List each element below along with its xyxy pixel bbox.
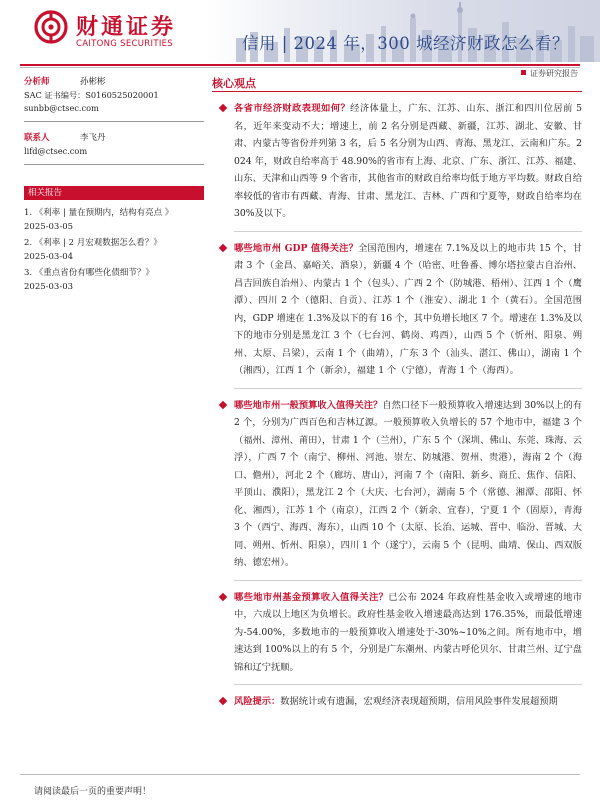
related-reports-heading: 相关报告 — [24, 186, 204, 200]
section-paragraph — [234, 693, 582, 711]
section-body: 已公布 2024 年政府性基金收入或增速的地市中，六成以上地区为负增长。政府性基金收入增速最高达到 176.35%，而最低增速为-54.00%，多数地市的一般预算收入增速处于-30%~10%之间。所有地市中，增速达到 100%以上的有 5 个，分别是广东潮州、内蒙古呼伦贝尔、甘肃兰州、辽宁盘锦和辽宁抚顺。 — [234, 591, 583, 673]
report-type-text: 证券研究报告 — [530, 69, 578, 78]
contact-divider — [24, 164, 204, 165]
caitong-logo — [34, 10, 204, 52]
section-body: 经济体量上，广东、江苏、山东、浙江和四川位居前 5 名，近年来变动不大；增速上，前 2 名分别是西藏、新疆，江苏、湖北、安徽、甘肃、内蒙古等省份并列第 3 名，后 5 名分别为山西、青海、黑龙江、云南和广东。2024 年，财政自给率高于 48.90%的省市有上海、北京、广东、浙江、江苏、福建、山东、天津和山西等 9 个省市，其他省市的财政自给率均低于地方平均数。财政自给率较低的省市有西藏、青海、甘肃、黑龙江、吉林、广西和宁夏等，财政自给率均在 30%及以下。 — [234, 103, 582, 219]
section-separator — [234, 388, 582, 389]
section-provincial-economy — [212, 100, 582, 223]
related-report-link[interactable]: 1. 《利率 | 量在预期内，结构有亮点 》 — [24, 208, 174, 218]
diamond-bullet-icon — [219, 243, 227, 251]
contact-name-row — [24, 132, 204, 145]
diamond-bullet-icon — [219, 400, 227, 408]
section-general-budget-revenue — [212, 397, 582, 572]
section-lead: 风险提示： — [234, 696, 281, 707]
related-report-date: 2025-03-03 — [24, 282, 74, 292]
footer-rule — [20, 774, 580, 775]
section-body: 自然口径下一般预算收入增速达到 30%以上的有 2 个，分别为广西百色和吉林辽源。一般预算收入负增长的 57 个地市中，福建 3 个（福州、漳州、莆田），甘肃 1 个（兰州），广东 5 个（深圳、佛山、东莞、珠海、云浮），广西 7 个（南宁、柳州、河池、崇左、防城港、贺州、贵港），海南 2 个（海口、儋州），河北 2 个（廊坊、唐山），河南 7 个（南阳、新乡、商丘、焦作、信阳、平顶山、濮阳），黑龙江 2 个（大庆、七台河），湖南 5 个（常德、湘潭、邵阳、怀化、湘西），江苏 1 个（南京），江西 2 个（新余、宜春），宁夏 1 个（固原），青海 3 个（西宁、海西、海东），山西 10 个（太原、长治、运城、晋中、临汾、晋城、大同、朔州、忻州、阳泉），四川 1 个（遂宁），云南 5 个（昆明、曲靖、保山、西双版纳、德宏州）。 — [234, 399, 583, 568]
section-fund-budget-revenue — [212, 589, 582, 677]
section-lead: 哪些地市州一般预算收入值得关注？ — [234, 399, 383, 411]
header-red-rule — [20, 64, 580, 66]
analyst-email-link[interactable]: sunbb@ctsec.com — [24, 103, 99, 113]
section-paragraph — [234, 100, 582, 223]
logo-english-text: CAITONG SECURITIES — [76, 39, 173, 49]
footer-disclaimer: 请阅读最后一页的重要声明！ — [34, 787, 152, 797]
contact-role-label: 联系人 — [24, 133, 50, 143]
section-risk-warning — [212, 693, 582, 711]
diamond-bullet-icon — [219, 592, 227, 600]
section-lead: 各省市经济财政表现如何？ — [234, 103, 351, 114]
core-views-heading: 核心观点 — [212, 76, 582, 92]
related-reports-list — [24, 206, 204, 294]
related-report-link[interactable]: 3. 《重点省份有哪些化债细节？》 — [24, 268, 154, 278]
section-separator — [234, 231, 582, 232]
contact-name: 李飞丹 — [80, 133, 106, 143]
analyst-name: 孙彬彬 — [80, 77, 106, 87]
related-report-link[interactable]: 2. 《利率 | 2 月宏观数据怎么看？》 — [24, 238, 162, 248]
analyst-name-row — [24, 76, 204, 89]
analyst-role-label: 分析师 — [24, 77, 50, 87]
section-lead: 哪些地市州基金预算收入值得关注？ — [234, 591, 389, 603]
header-grey-rule — [20, 67, 580, 68]
section-lead: 哪些地市州 GDP 值得关注？ — [234, 242, 359, 254]
logo-chinese-text: 财通证券 — [76, 15, 177, 40]
contact-email-link[interactable]: lifd@ctsec.com — [24, 146, 88, 156]
section-separator — [234, 684, 582, 685]
caitong-logo-mark-icon — [34, 10, 68, 44]
diamond-bullet-icon — [219, 697, 227, 705]
analyst-sac-number: SAC 证书编号：S0160525020001 — [24, 90, 159, 100]
section-paragraph — [234, 240, 582, 380]
report-header — [0, 0, 600, 78]
analyst-panel — [24, 76, 204, 175]
section-paragraph — [234, 397, 582, 572]
square-bullet-icon — [521, 70, 526, 75]
related-report-date: 2025-03-05 — [24, 222, 74, 232]
diamond-bullet-icon — [219, 104, 227, 112]
section-body: 数据统计或有遗漏，宏观经济表现超预期，信用风险事件发展超预期 — [280, 696, 558, 707]
section-separator — [234, 580, 582, 581]
contact-card — [24, 132, 204, 158]
analyst-card — [24, 76, 204, 115]
analyst-divider — [24, 121, 204, 122]
section-paragraph — [234, 589, 582, 677]
report-title: 信用 | 2024 年，300 城经济财政怎么看？ — [242, 34, 570, 53]
related-reports — [24, 186, 204, 296]
section-body: 全国范围内，增速在 7.1%及以上的地市共 15 个，甘肃 3 个（金昌、嘉峪关、酒泉），新疆 4 个（哈密、吐鲁番、博尔塔拉蒙古自治州、昌吉回族自治州）、内蒙古 1 个（包头）、广西 2 个（防城港、梧州）、江西 1 个（鹰潭）、四川 2 个（德阳、自贡）、江苏 1 个（淮安）、湖北 1 个（黄石）。全国范围内，GDP 增速在 1.3%及以下的有 16 个，其中负增长地区 7 个。增速在 1.3%及以下的地市分别是黑龙江 3 个（七台河、鹤岗、鸡西），山西 5 个（忻州、阳泉、朔州、太原、吕梁），云南 1 个（曲靖），广东 3 个（汕头、湛江、佛山），湖南 1 个（湘西），江西 1 个（新余），福建 1 个（宁德），青海 1 个（海西）。 — [234, 242, 582, 376]
core-views — [212, 76, 582, 711]
section-city-gdp — [212, 240, 582, 380]
related-report-date: 2025-03-04 — [24, 252, 74, 262]
